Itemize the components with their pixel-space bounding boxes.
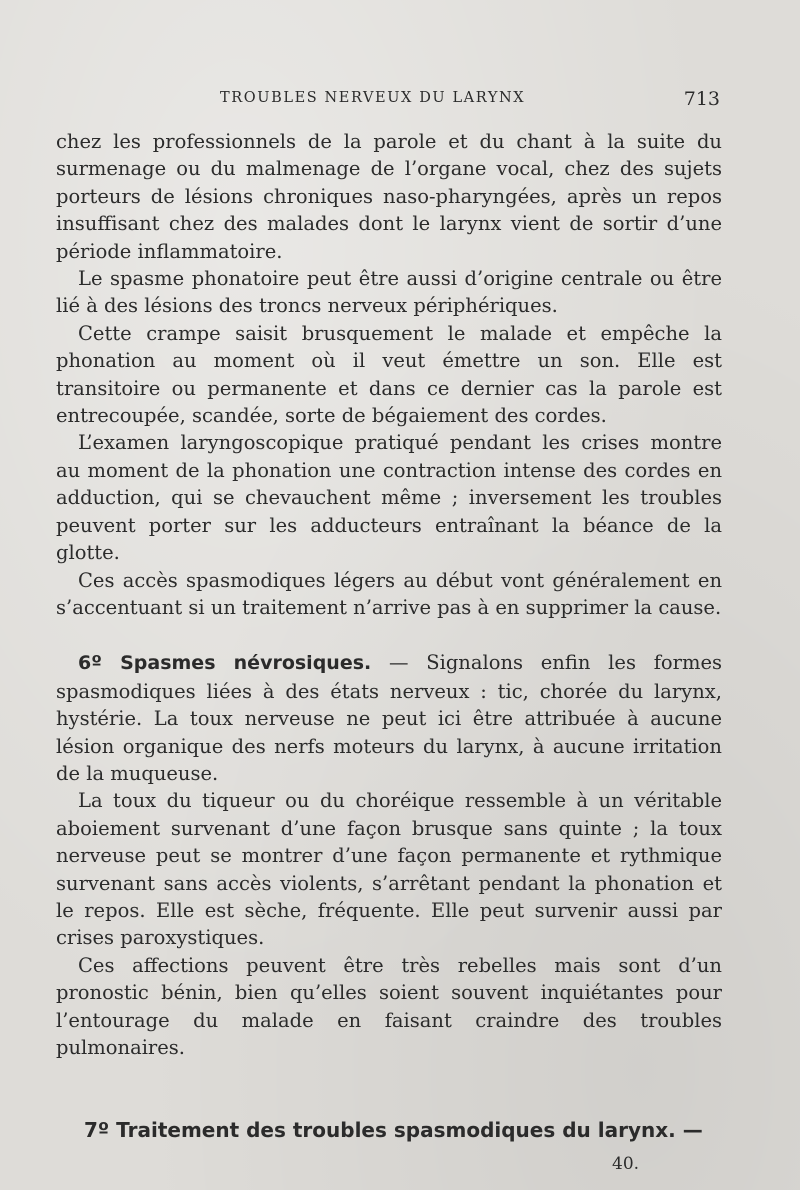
- section-6-text: — Signalons enfin les formes spasmodiques liées à des états nerveux : tic, chorée du larynx, hystérie. La toux nerveuse ne peut ici être attribuée à aucune lésion organique des nerfs moteurs du larynx, à aucune irritation de la muqueuse.: [56, 651, 723, 785]
- paragraph-affections: Ces affections peuvent être très rebelles mais sont d’un pronostic bénin, bien qu’elles soient souvent inquiétantes pour l’entourage du malade en faisant craindre des troubles pulmonaires.: [56, 953, 722, 1059]
- running-head: [60, 90, 720, 114]
- paragraph-continued: chez les professionnels de la parole et du chant à la suite du surmenage ou du malmenage de l’organe vocal, chez des sujets porteurs de lésions chroniques naso-pharyngées, après un repos insuffisant chez des malades dont le larynx vient de sortir d’une période inflammatoire.: [56, 130, 722, 263]
- signature-mark: 40.: [612, 1154, 640, 1174]
- paragraph-crampe: Cette crampe saisit brusquement le malade et empêche la phonation au moment où il veut émettre un son. Elle est transitoire ou permanente et dans ce dernier cas la parole est entrecoupée, scandée, sorte de bégaiement des cordes.: [56, 321, 722, 428]
- paragraph-examen: L’examen laryngoscopique pratiqué pendant les crises montre au moment de la phonation une contraction intense des cordes en adduction, qui se chevauchent même ; inversement les troubles peuvent porter sur les adducteurs entraînant la béance de la glotte.: [56, 431, 722, 565]
- paragraph-spasme-phonatoire: Le spasme phonatoire peut être aussi d’origine centrale ou être lié à des lésions des troncs nerveux périphériques.: [56, 267, 722, 318]
- paragraph-toux-tiqueur: La toux du tiqueur ou du choréique ressemble à un véritable aboiement survenant d’une façon brusque sans quinte ; la toux nerveuse peut se montrer d’une façon permanente et rythmique survenant sans accès violents, s’arrêtant pendant la phonation et le repos. Elle est sèche, fréquente. Elle peut survenir aussi par crises paroxystiques.: [56, 789, 722, 950]
- body-text: [56, 128, 722, 1061]
- section-6-heading: 6º Spasmes névrosiques.: [78, 652, 372, 675]
- section-6-paragraph: [56, 649, 722, 787]
- page-number: 713: [683, 88, 720, 110]
- running-head-title: TROUBLES NERVEUX DU LARYNX: [220, 90, 526, 106]
- paragraph-acces: Ces accès spasmodiques légers au début vont généralement en s’accentuant si un traitement n’arrive pas à en supprimer la cause.: [56, 568, 722, 619]
- section-7-heading: 7º Traitement des troubles spasmodiques du larynx. —: [84, 1118, 703, 1142]
